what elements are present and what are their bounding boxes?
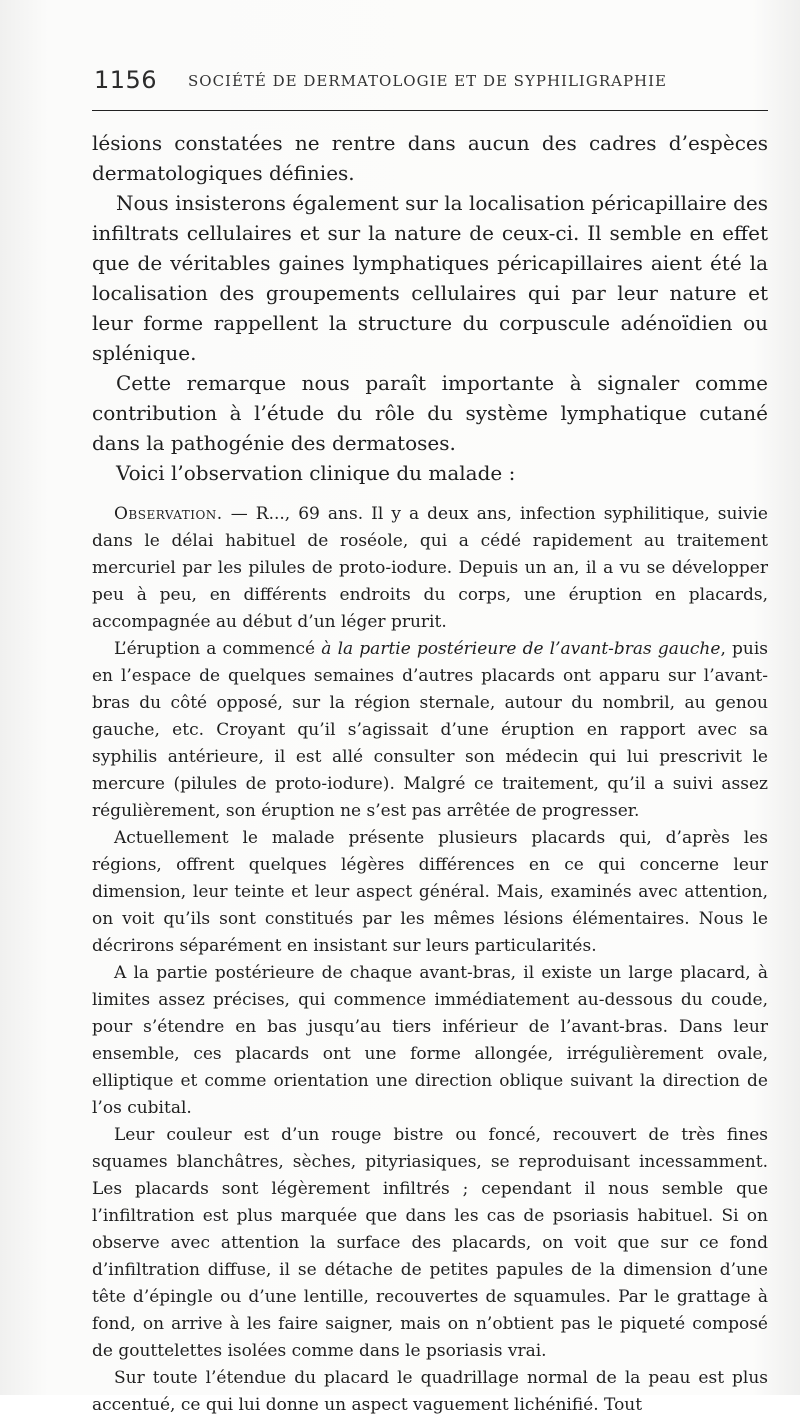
paragraph-quadrillage: Sur toute l’étendue du placard le quadrillage normal de la peau est plus accentué, ce qui lui donne un aspect vaguement lichénifié. Tout [92, 1368, 768, 1415]
observation-paragraph [92, 501, 768, 636]
large-text-section [92, 128, 768, 488]
eruption-paragraph [92, 636, 768, 825]
observation-section [92, 501, 768, 1419]
paragraph-avant-bras: A la partie postérieure de chaque avant-bras, il existe un large placard, à limites assez précises, qui commence immédiatement au-dessous du coude, pour s’étendre en bas jusqu’au tiers inférieur de l’avant-bras. Dans leur ensemble, ces placards ont une forme allongée, irrégulièrement ovale, elliptique et comme orientation une direction oblique suivant la direction de l’os cubital. [92, 963, 768, 1118]
eruption-italic-location: à la partie postérieure de l’avant-bras gauche [321, 639, 721, 659]
paragraph-continuation: lésions constatées ne rentre dans aucun des cadres d’espèces dermatologiques définies. [92, 131, 768, 185]
paragraph-couleur: Leur couleur est d’un rouge bistre ou foncé, recouvert de très fines squames blanchâtres, sèches, pityriasiques, se reproduisant incessamment. Les placards sont légèrement infiltrés ; cependant il nous semble que l’infiltration est plus marquée que dans les cas de psoriasis habituel. Si on observe avec attention la surface des placards, on voit que sur ce fond d’infiltration diffuse, il se détache de petites papules de la dimension d’une tête d’épingle ou d’une lentille, recouvertes de squamules. Par le grattage à fond, on arrive à les faire saigner, mais on n’obtient pas le piqueté composé de gouttelettes isolées comme dans le psoriasis vrai. [92, 1125, 768, 1361]
page-header [92, 66, 768, 96]
paragraph-actuellement: Actuellement le malade présente plusieurs placards qui, d’après les régions, offrent quelques légères différences en ce qui concerne leur dimension, leur teinte et leur aspect général. Mais, examinés avec attention, on voit qu’ils sont constitués par les mêmes lésions élémentaires. Nous le décrirons séparément en insistant sur leurs particularités. [92, 828, 768, 956]
paragraph-localisation: Nous insisterons également sur la localisation péricapillaire des infiltrats cellulaires et sur la nature de ceux-ci. Il semble en effet que de véritables gaines lymphatiques péricapillaires aient été la localisation des groupements cellulaires qui par leur nature et leur forme rappellent la structure du corpuscule adénoïdien ou splénique. [92, 191, 768, 365]
observation-text: — R..., 69 ans. Il y a deux ans, infection syphilitique, suivie dans le délai habituel de roséole, qui a cédé rapidement au traitement mercuriel par les pilules de proto-iodure. Depuis un an, il a vu se développer peu à peu, en différents endroits du corps, une éruption en placards, accompagnée au début d’un léger prurit. [92, 504, 768, 632]
running-title: SOCIÉTÉ DE DERMATOLOGIE ET DE SYPHILIGRAPHIE [188, 72, 668, 90]
eruption-text-before: L’éruption a commencé [114, 639, 322, 659]
paragraph-voici: Voici l’observation clinique du malade : [116, 461, 516, 485]
page-number: 1156 [94, 66, 158, 94]
page-body [92, 128, 768, 1419]
header-rule [92, 110, 768, 111]
eruption-text-after: , puis en l’espace de quelques semaines d’autres placards ont apparu sur l’avant-bras du côté opposé, sur la région sternale, autour du nombril, au genou gauche, etc. Croyant qu’il s’agissait d’une éruption en rapport avec sa syphilis antérieure, il est allé consulter son médecin qui lui prescrivit le mercure (pilules de proto-iodure). Malgré ce traitement, qu’il a suivi assez régulièrement, son éruption ne s’est pas arrêtée de progresser. [92, 639, 768, 821]
paragraph-remarque: Cette remarque nous paraît importante à signaler comme contribution à l’étude du rôle du système lymphatique cutané dans la pathogénie des dermatoses. [92, 371, 768, 455]
observation-label: Observation. [114, 504, 223, 524]
